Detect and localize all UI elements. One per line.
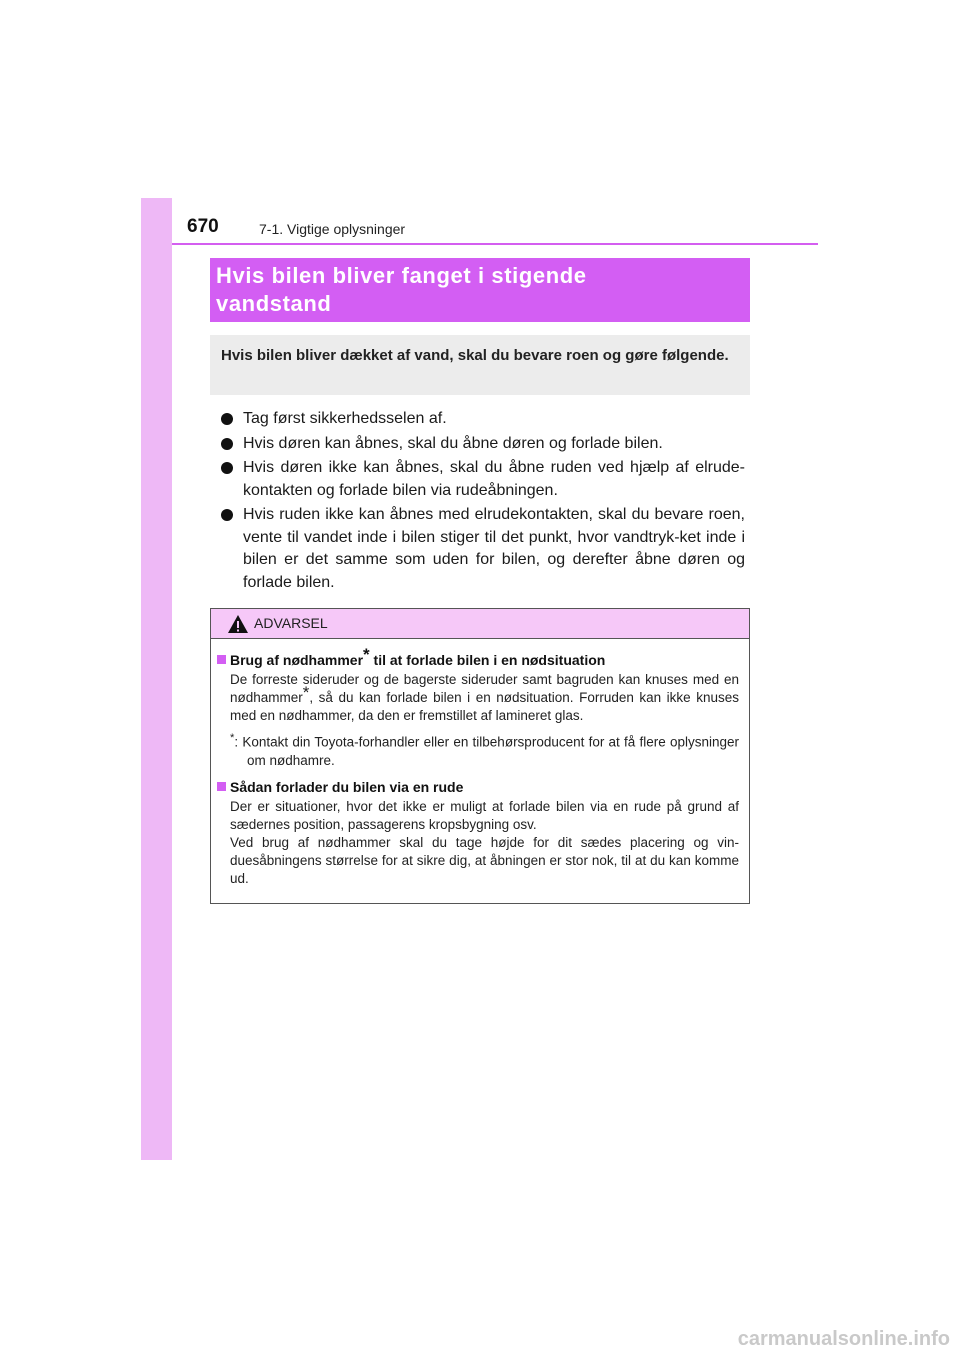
list-item-text: Tag først sikkerhedsselen af. [243, 410, 447, 427]
bullet-icon [221, 509, 233, 521]
intro-box [210, 335, 750, 395]
watermark: carmanualsonline.info [737, 1328, 950, 1350]
bullet-list [221, 408, 745, 596]
list-item-text: Hvis ruden ikke kan åbnes med elrudekontakten, skal du bevare roen, vente til vandet inde i bilen stiger til det punkt, hvor vandtryk-ket inde i bilen er det samme som uden for bilen, og derefter åbne døren og forlade bilen. [243, 506, 745, 591]
warning-box [210, 608, 750, 904]
header-divider [172, 243, 818, 245]
list-item [221, 433, 745, 456]
bullet-icon [221, 413, 233, 425]
bullet-icon [221, 462, 233, 474]
warning-heading-emergency-hammer: Brug af nødhammer* til at forlade bilen i en nødsituation [217, 651, 739, 669]
warning-heading-exit-window: Sådan forlader du bilen via en rude [217, 778, 739, 796]
warning-text-exit-window-2: Ved brug af nødhammer skal du tage højde for dit sædes placering og vin-duesåbningens størrelse for at sikre dig, at åbningen er stor nok, til at du kan komme ud. [230, 834, 739, 886]
list-item [221, 457, 745, 502]
square-bullet-icon [217, 782, 226, 791]
page-number: 670 [187, 216, 219, 237]
warning-triangle-icon [227, 614, 249, 634]
warning-label: ADVARSEL [254, 615, 328, 631]
page-title-line-1: Hvis bilen bliver fanget i stigende [216, 263, 587, 288]
list-item [221, 504, 745, 594]
page-title [216, 262, 744, 318]
list-item-text: Hvis døren ikke kan åbnes, skal du åbne ruden ved hjælp af elrude-kontakten og forlade bilen via rudeåbningen. [243, 459, 745, 499]
warning-header [211, 609, 749, 639]
page-title-box [210, 258, 750, 322]
page-title-line-2: vandstand [216, 291, 332, 316]
warning-text-emergency-hammer: De forreste sideruder og de bagerste sideruder samt bagruden kan knuses med en nødhammer*, så du kan forlade bilen i en nødsituation. Forruden kan ikke knuses med en nødhammer, da den er fremstillet af lamineret glas. [230, 672, 739, 723]
footnote: *: Kontakt din Toyota-forhandler eller en tilbehørsproducent for at få flere oplysninger om nødhamre. [230, 732, 739, 768]
section-title: 7-1. Vigtige oplysninger [259, 221, 406, 237]
intro-text: Hvis bilen bliver dækket af vand, skal du bevare roen og gøre følgende. [221, 347, 729, 364]
warning-text-exit-window-1: Der er situationer, hvor det ikke er muligt at forlade bilen via en rude på grund af sædernes position, passagerens kropsbygning osv. [230, 798, 739, 832]
side-tab-bar [141, 198, 172, 1160]
list-item [221, 408, 745, 431]
asterisk-mark: * [302, 682, 310, 702]
list-item-text: Hvis døren kan åbnes, skal du åbne døren og forlade bilen. [243, 434, 663, 452]
bullet-icon [221, 438, 233, 450]
asterisk-mark: * [363, 645, 370, 665]
asterisk-mark: * [230, 732, 235, 744]
warning-body [211, 639, 749, 888]
square-bullet-icon [217, 655, 226, 664]
